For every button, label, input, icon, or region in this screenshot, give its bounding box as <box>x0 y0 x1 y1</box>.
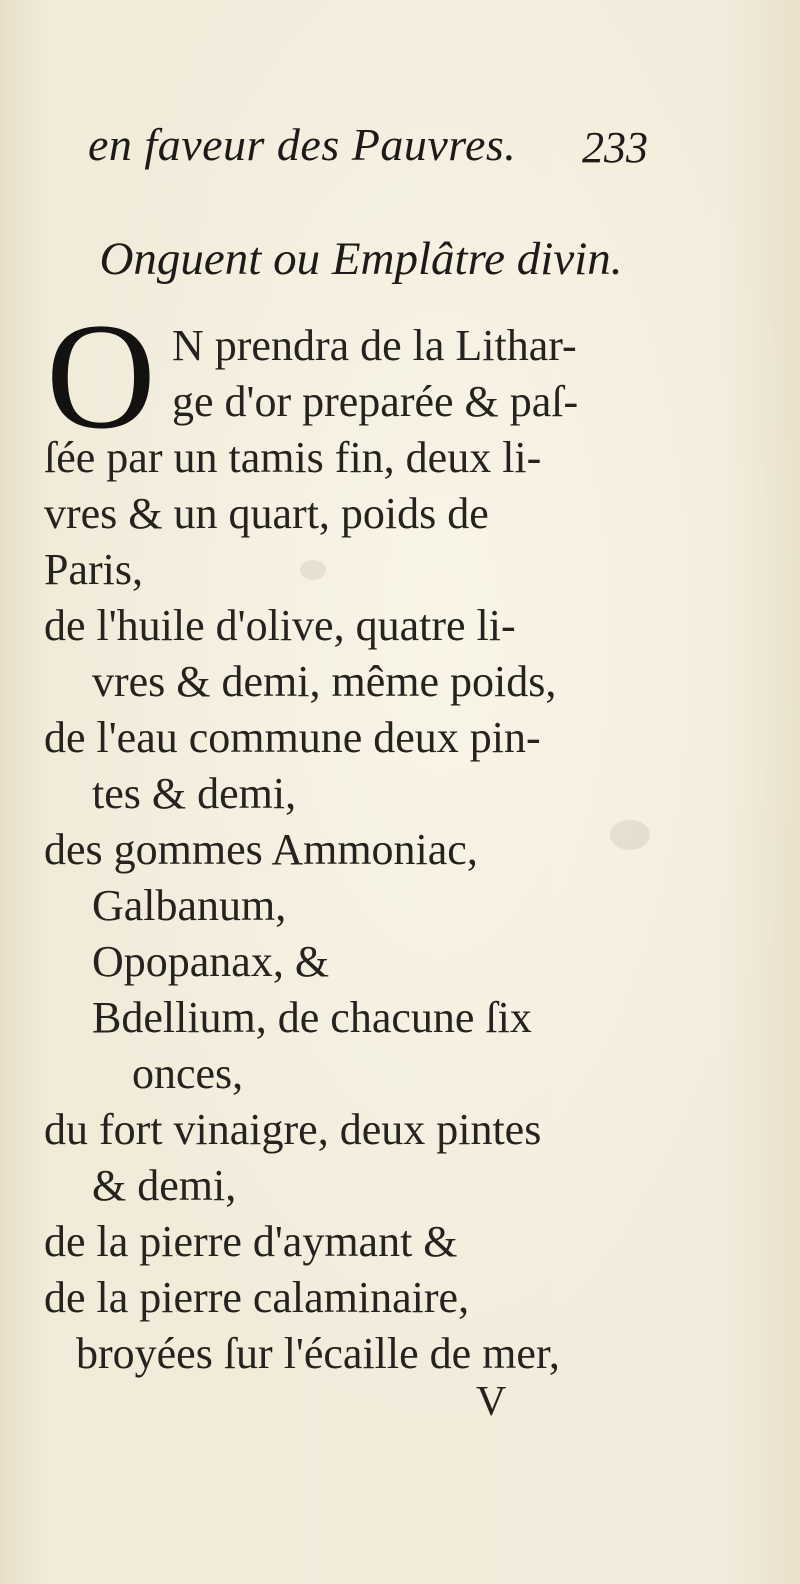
running-title: en faveur des Pauvres. <box>88 119 517 170</box>
text-line: N prendra de la Lithar- <box>172 321 577 370</box>
text-line: vres & demi, même poids, <box>92 657 557 706</box>
page-number: 233 <box>582 123 648 172</box>
text-line: de la pierre calaminaire, <box>44 1273 470 1322</box>
paper-stain <box>300 560 326 580</box>
text-line: vres & un quart, poids de <box>44 489 489 538</box>
text-line: Opopanax, & <box>92 937 330 986</box>
text-line: Paris, <box>44 545 143 594</box>
text-line: de l'eau commune deux pin- <box>44 713 541 762</box>
text-line: de l'huile d'olive, quatre li- <box>44 601 516 650</box>
text-line: & demi, <box>92 1161 237 1210</box>
paper-stain <box>610 820 650 850</box>
text-line: du fort vinaigre, deux pintes <box>44 1105 542 1154</box>
drop-cap: O <box>46 292 156 460</box>
text-line: ge d'or preparée & paſ- <box>172 377 579 426</box>
text-line: ſée par un tamis fin, deux li- <box>44 433 542 482</box>
running-head <box>88 118 648 178</box>
text-line: Bdellium, de chacune ſix <box>92 993 532 1042</box>
text-line: des gommes Ammoniac, <box>44 825 478 874</box>
text-line: broyées ſur l'écaille de mer, <box>76 1329 560 1378</box>
text-line: Galbanum, <box>92 881 287 930</box>
text-line: de la pierre d'aymant & <box>44 1217 458 1266</box>
section-title: Onguent ou Emplâtre divin. <box>99 233 623 285</box>
text-line: onces, <box>132 1049 244 1098</box>
catchword: V <box>476 1379 507 1425</box>
text-line: tes & demi, <box>92 769 297 818</box>
